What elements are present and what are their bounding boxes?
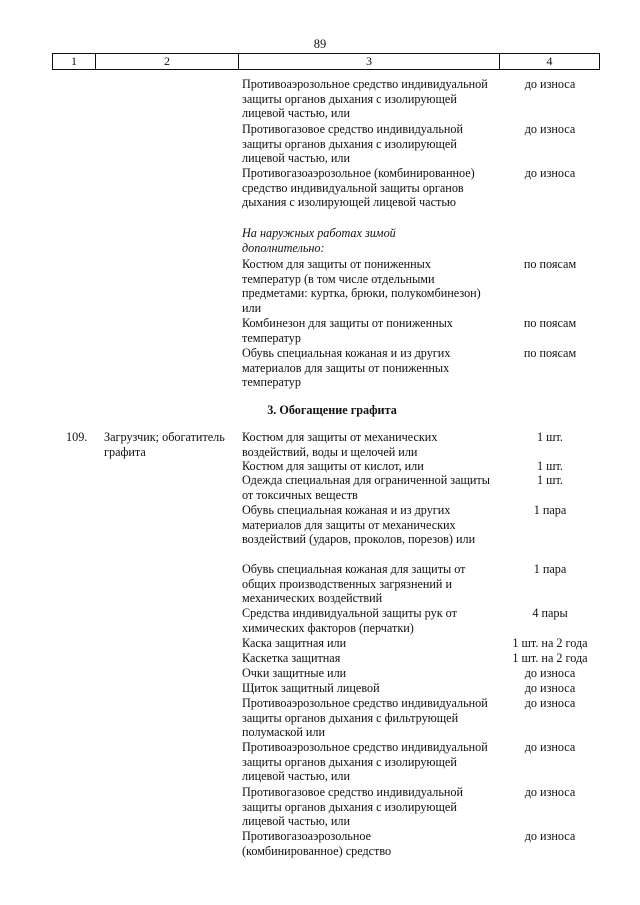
- header-col-1: 1: [53, 54, 96, 69]
- table-row-qty: 1 шт. на 2 года: [512, 651, 588, 665]
- table-row-item: Противоаэрозольное средство индивидуальной защиты органов дыхания с фильтрующей полумаской или: [242, 696, 488, 740]
- table-row-item: Костюм для защиты от кислот, или: [242, 459, 424, 473]
- table-row-qty: 1 пара: [533, 503, 567, 517]
- table-row-item: Щиток защитный лицевой: [242, 681, 380, 695]
- table-row-qty: 1 шт.: [537, 459, 563, 473]
- table-row-qty: по поясам: [523, 316, 577, 330]
- table-row-subheading: На наружных работах зимой дополнительно:: [242, 226, 396, 255]
- table-row-qty: 1 шт.: [537, 430, 563, 444]
- table-row-item: Противогазоаэрозольное (комбинированное) средство: [242, 829, 392, 858]
- table-row-item: Одежда специальная для ограниченной защиты от токсичных веществ: [242, 473, 490, 502]
- table-row-item: Костюм для защиты от механических воздействий, воды и щелочей или: [242, 430, 438, 459]
- page-number: 89: [313, 37, 327, 51]
- table-row-qty: 4 пары: [532, 606, 568, 620]
- table-row-item: Обувь специальная кожаная и из других материалов для защиты от пониженных температур: [242, 346, 451, 390]
- table-row-item: Противогазоаэрозольное (комбинированное) средство индивидуальной защиты органов дыхания с изолирующей лицевой частью: [242, 166, 475, 210]
- table-row-qty: до износа: [524, 696, 576, 710]
- table-row-qty: до износа: [524, 785, 576, 799]
- table-row-item: Обувь специальная кожаная и из других материалов для защиты от механических воздействий (ударов, проколов, порезов) или: [242, 503, 476, 547]
- table-row-item: Костюм для защиты от пониженных температур (в том числе отдельными предметами: куртка, брюки, полукомбинезон) или: [242, 257, 481, 315]
- table-row-item: Каскетка защитная: [242, 651, 341, 665]
- table-row-qty: до износа: [524, 77, 576, 91]
- table-row-item: Противоаэрозольное средство индивидуальной защиты органов дыхания с изолирующей лицевой частью, или: [242, 740, 488, 784]
- header-col-2: 2: [96, 54, 239, 69]
- header-col-3: 3: [239, 54, 500, 69]
- table-row-qty: до износа: [524, 166, 576, 180]
- section-title: 3. Обогащение графита: [267, 403, 397, 417]
- table-row-qty: по поясам: [523, 346, 577, 360]
- table-row-qty: до износа: [524, 740, 576, 754]
- entry-number: 109.: [66, 430, 88, 444]
- entry-job-title: Загрузчик; обогатитель графита: [104, 430, 225, 459]
- table-row-item: Каска защитная или: [242, 636, 347, 650]
- table-row-item: Противогазовое средство индивидуальной защиты органов дыхания с изолирующей лицевой частью, или: [242, 122, 464, 166]
- table-row-qty: до износа: [524, 829, 576, 843]
- table-row-item: Комбинезон для защиты от пониженных температур: [242, 316, 453, 345]
- table-header: [52, 53, 600, 70]
- table-row-qty: по поясам: [523, 257, 577, 271]
- table-row-item: Очки защитные или: [242, 666, 347, 680]
- table-row-qty: до износа: [524, 681, 576, 695]
- table-row-item: Противоаэрозольное средство индивидуальной защиты органов дыхания с изолирующей лицевой частью, или: [242, 77, 488, 121]
- table-row-item: Обувь специальная кожаная для защиты от общих производственных загрязнений и механических воздействий: [242, 562, 466, 606]
- table-row-item: Противогазовое средство индивидуальной защиты органов дыхания с изолирующей лицевой частью, или: [242, 785, 464, 829]
- header-col-4: 4: [546, 54, 553, 68]
- table-row-qty: 1 пара: [533, 562, 567, 576]
- table-row-item: Средства индивидуальной защиты рук от химических факторов (перчатки): [242, 606, 457, 635]
- table-row-qty: до износа: [524, 122, 576, 136]
- table-row-qty: 1 шт. на 2 года: [512, 636, 588, 650]
- table-row-qty: 1 шт.: [537, 473, 563, 487]
- table-row-qty: до износа: [524, 666, 576, 680]
